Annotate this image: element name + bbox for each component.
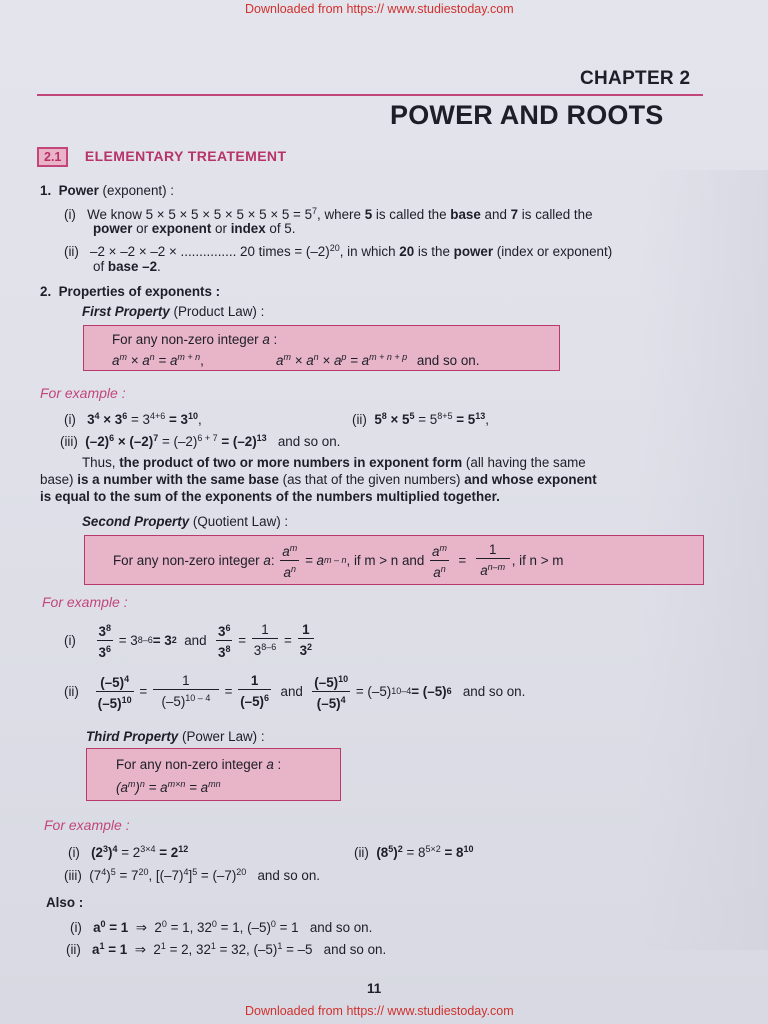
also-item-i: (i) $a^0 = 1$ ⇒ $2^0 = 1$, $32^0 = 1$, $(-5)^0 = 1$ and so on. — [70, 919, 373, 935]
example2-i: (i) $\frac{3^8}{3^6}$ = 3 8–6 = 3 2 and $\frac{3^6}{3^8}$ = $\frac{1}{3^{8-6}}$ = $\frac{1}{3^2}$ — [64, 621, 313, 660]
example-label-3: For example : — [44, 817, 130, 833]
example2-ii: (ii) $\frac{(-5)^4}{(-5)^{10}}$ = $\frac{1}{(-5)^{10 - 4}}$ = $\frac{1}{(-5)^6}$ and $\frac{(-5)^{10}}{(-5)^4}$ = (–5) 10–4 = (–5) 6 and so on. — [64, 672, 526, 711]
first-box-line1: For any non-zero integer a : — [112, 332, 278, 347]
second-property-heading: Second Property (Quotient Law) : — [82, 514, 289, 529]
chapter-rule — [37, 94, 703, 96]
third-box-line1: For any non-zero integer a : — [116, 757, 282, 772]
download-link-bottom[interactable]: Downloaded from https:// www.studiestoday.com — [245, 1004, 514, 1018]
section-number: 2.1 — [37, 147, 68, 167]
product-law-para-1: Thus, the product of two or more numbers in exponent form (all having the same — [82, 455, 586, 470]
also-heading: Also : — [46, 895, 84, 910]
first-box-formula-2: $a^m \times a^n \times a^p = a^{m + n + p}$ and so on. — [276, 352, 480, 368]
section-name: ELEMENTARY TREATEMENT — [84, 148, 287, 164]
example3-iii: (iii) $(7^4)^5 = 7^{20}$, $[(-7)^4]^5 = (-7)^{20}$ and so on. — [64, 867, 321, 883]
product-law-para-3: is equal to the sum of the exponents of the numbers multiplied together. — [40, 489, 500, 504]
power-item-ii-line2: of base –2. — [93, 259, 161, 274]
power-item-ii: (ii) –2 × –2 × –2 × ............... 20 times = $(-2)^{20}$, in which 20 is the power (index or exponent) — [64, 243, 613, 259]
example-label-2: For example : — [42, 594, 128, 610]
properties-heading: 2. Properties of exponents : — [40, 284, 221, 299]
download-link-top[interactable]: Downloaded from https:// www.studiestoday.com — [245, 2, 514, 16]
example-label-1: For example : — [40, 385, 126, 401]
section-header — [37, 148, 286, 166]
first-box-formula-1: $a^m \times a^n = a^{m + n}$, — [112, 352, 204, 368]
third-property-heading: Third Property (Power Law) : — [86, 729, 265, 744]
power-item-i-line2: power or exponent or index of 5. — [93, 221, 296, 236]
second-box-content: For any non-zero integer a : $\frac{a^m}{a^n}$ = a m – n , if m > n and $\frac{a^m}{a^n}$ = $\frac{1}{a^{n-m}}$ , if n > m — [113, 541, 564, 580]
second-box-frac-2: $\frac{a^m}{a^n}$ — [432, 542, 447, 580]
chapter-label: CHAPTER 2 — [580, 68, 691, 89]
third-box-formula: $(a^m)^n = a^{m\times n} = a^{mn}$ — [116, 779, 221, 795]
power-item-i: (i) We know $5 \times 5 \times 5 \times 5 \times 5 \times 5 \times 5 = 5^7$, where 5 is called the base and 7 is called the — [64, 206, 593, 222]
example3-ii: (ii) $(8^5)^2 = 8^{5\times 2} = 8^{10}$ — [354, 844, 474, 860]
product-law-para-2: base) is a number with the same base (as that of the given numbers) and whose exponent — [40, 472, 597, 487]
example3-i: (i) $(2^3)^4 = 2^{3\times 4} = 2^{12}$ — [68, 844, 189, 860]
also-item-ii: (ii) $a^1 = 1$ ⇒ $2^1 = 2$, $32^1 = 32$, $(-5)^1 = -5$ and so on. — [66, 941, 387, 957]
second-box-frac-1: $\frac{a^m}{a^n}$ — [282, 542, 298, 580]
page-number: 11 — [367, 981, 382, 996]
first-property-heading: First Property (Product Law) : — [82, 304, 265, 319]
second-box-frac-3: $\frac{1}{a^{n-m}}$ — [476, 543, 510, 578]
example1-iii: (iii) $(-2)^6 \times (-2)^7 = (-2)^{6 + 7} = (-2)^{13}$ and so on. — [60, 433, 341, 449]
example1-i: (i) $3^4 \times 3^6 = 3^{4+6} = 3^{10}$, — [64, 411, 202, 427]
page-title: POWER AND ROOTS — [390, 100, 664, 130]
example1-ii: (ii) $5^8 \times 5^5 = 5^{8+5} = 5^{13}$, — [352, 411, 489, 427]
power-heading: 1. Power (exponent) : — [40, 183, 175, 198]
